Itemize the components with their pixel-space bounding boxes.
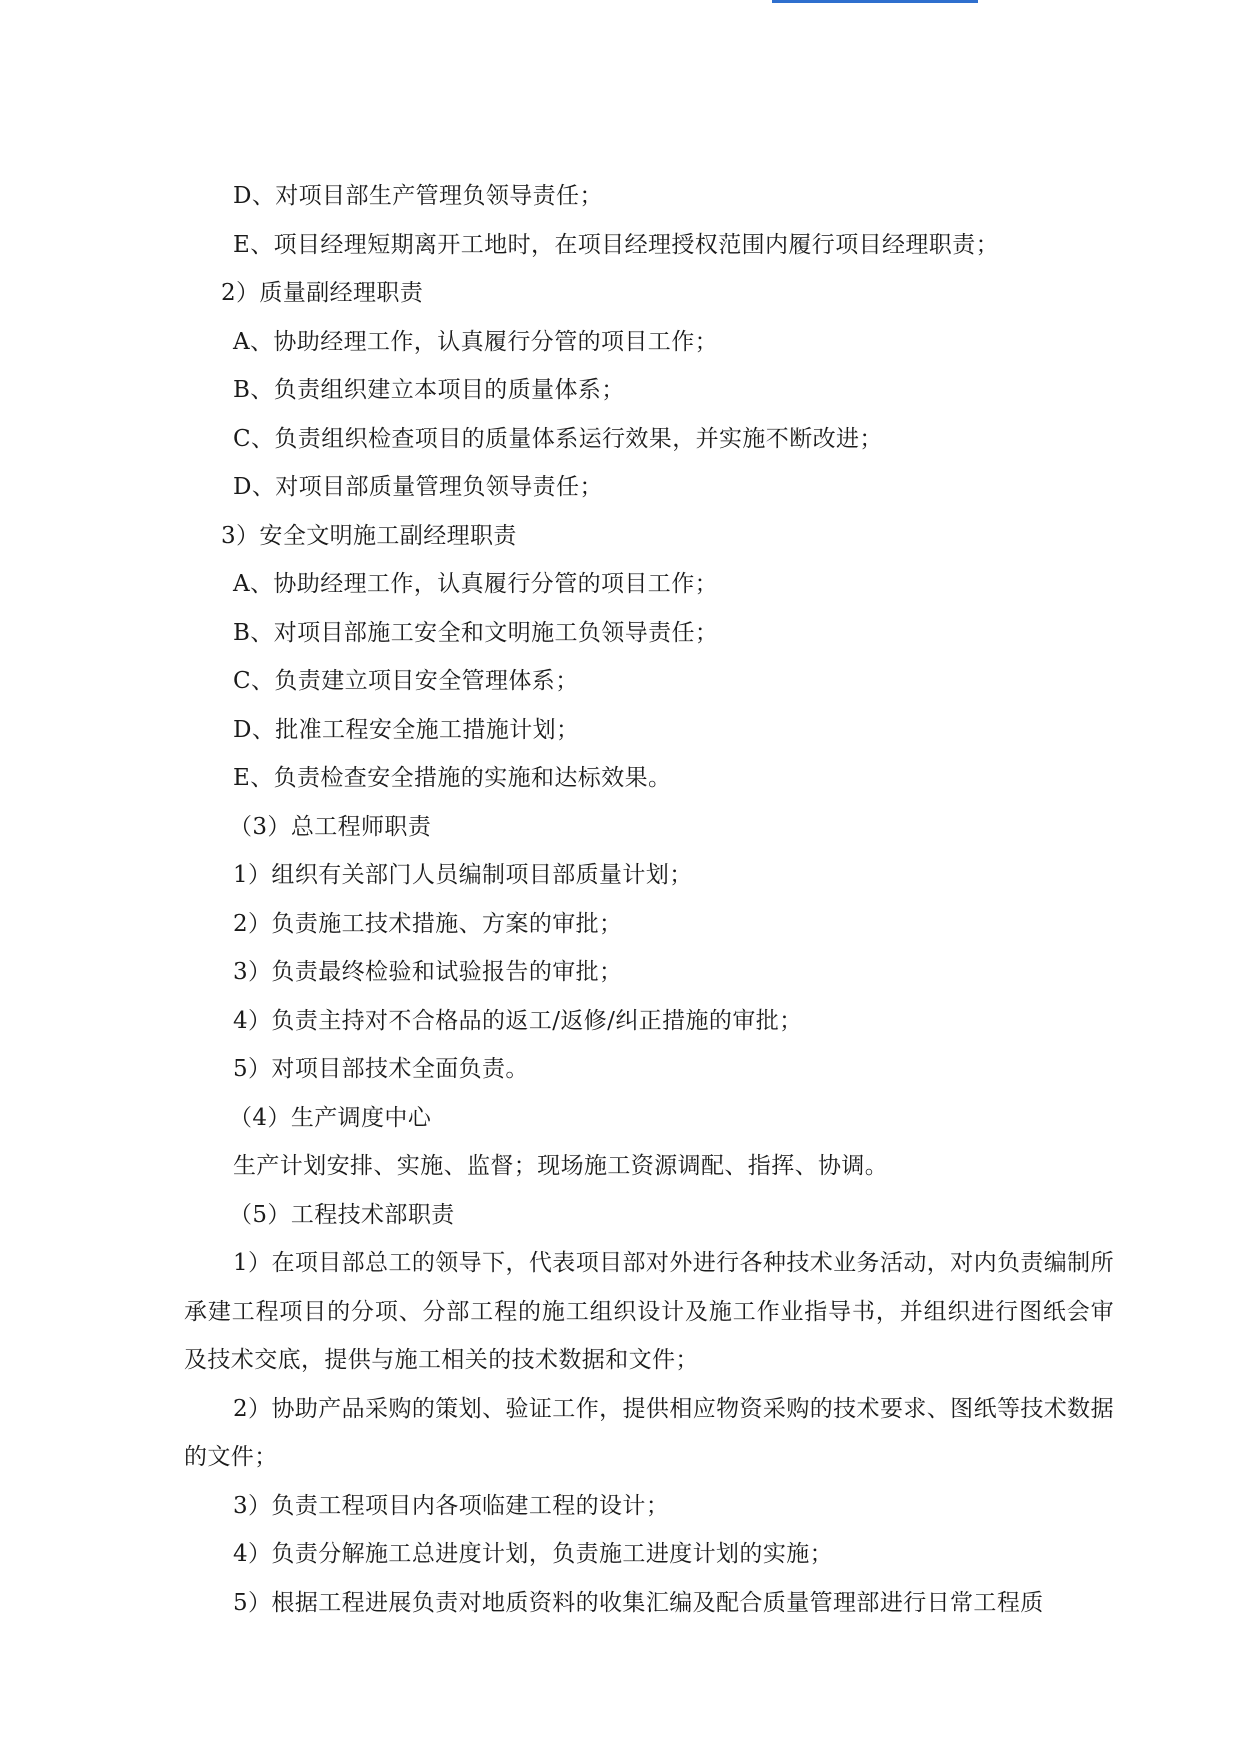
text-line: E、项目经理短期离开工地时，在项目经理授权范围内履行项目经理职责； — [233, 231, 999, 258]
text-line: 4）负责主持对不合格品的返工/返修/纠正措施的审批； — [233, 1007, 803, 1034]
body-paragraph: 2）协助产品采购的策划、验证工作，提供相应物资采购的技术要求、图纸等技术数据的文件； — [184, 1395, 1114, 1470]
subsection-heading: 3）安全文明施工副经理职责 — [221, 522, 517, 549]
text-line: A、协助经理工作，认真履行分管的项目工作； — [233, 328, 719, 355]
text-line: D、对项目部生产管理负领导责任； — [233, 183, 603, 209]
text-line: A、协助经理工作，认真履行分管的项目工作； — [233, 571, 719, 597]
section-heading: （5）工程技术部职责 — [229, 1201, 455, 1228]
section-heading: （4）生产调度中心 — [229, 1104, 432, 1131]
text-line: 4）负责分解施工总进度计划，负责施工进度计划的实施； — [233, 1541, 834, 1567]
text-line: C、负责建立项目安全管理体系； — [233, 668, 579, 694]
subsection-heading: 2）质量副经理职责 — [221, 280, 424, 306]
text-line: D、批准工程安全施工措施计划； — [233, 716, 580, 743]
text-line: E、负责检查安全措施的实施和达标效果。 — [233, 765, 672, 791]
text-line: C、负责组织检查项目的质量体系运行效果，并实施不断改进； — [233, 425, 883, 452]
text-line: 3）负责最终检验和试验报告的审批； — [233, 959, 623, 985]
text-line: D、对项目部质量管理负领导责任； — [233, 474, 603, 500]
text-line: 2）负责施工技术措施、方案的审批； — [233, 910, 623, 937]
text-line: 生产计划安排、实施、监督；现场施工资源调配、指挥、协调。 — [233, 1153, 889, 1179]
text-line: 5）对项目部技术全面负责。 — [233, 1056, 529, 1082]
text-line: B、对项目部施工安全和文明施工负领导责任； — [233, 619, 719, 646]
text-line: 5）根据工程进展负责对地质资料的收集汇编及配合质量管理部进行日常工程质 — [233, 1589, 1044, 1616]
top-accent-bar — [772, 0, 978, 3]
text-line: B、负责组织建立本项目的质量体系； — [233, 377, 625, 403]
section-heading: （3）总工程师职责 — [229, 813, 432, 840]
document-body — [184, 172, 1114, 1627]
body-paragraph: 1）在项目部总工的领导下，代表项目部对外进行各种技术业务活动，对内负责编制所承建工程项目的分项、分部工程的施工组织设计及施工作业指导书，并组织进行图纸会审及技术交底，提供与施工相关的技术数据和文件； — [184, 1250, 1114, 1373]
text-line: 1）组织有关部门人员编制项目部质量计划； — [233, 862, 693, 888]
text-line: 3）负责工程项目内各项临建工程的设计； — [233, 1492, 670, 1519]
